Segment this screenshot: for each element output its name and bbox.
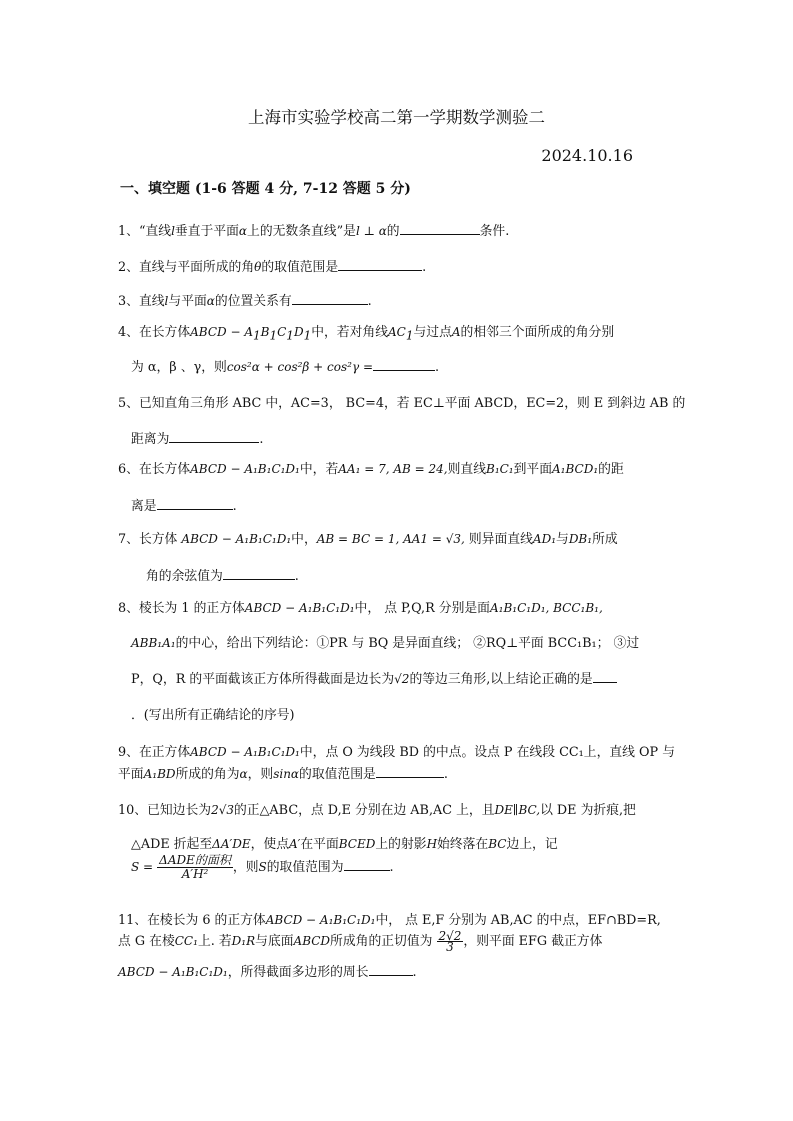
question-7 bbox=[118, 528, 618, 547]
q10-text: 上的射影 bbox=[375, 837, 427, 852]
q6-text: 6、在长方体 bbox=[118, 462, 191, 477]
q8-math: √2 bbox=[394, 672, 410, 686]
q4-math: 1 bbox=[286, 328, 294, 343]
q8-math: A₁B₁C₁D₁, BCC₁B₁, bbox=[489, 601, 603, 615]
q3-math: l bbox=[164, 294, 169, 308]
q11-math: ABCD − A₁B₁C₁D₁ bbox=[265, 913, 376, 927]
question-1 bbox=[118, 220, 509, 239]
q10-math: BCED bbox=[338, 837, 376, 851]
question-5-cont bbox=[131, 428, 263, 447]
q10-math: 2√3 bbox=[211, 803, 234, 817]
q7-math: ABCD − A₁B₁C₁D₁ bbox=[181, 532, 292, 546]
q4-math: cos²α + cos²β + cos²γ = bbox=[226, 360, 374, 374]
q9-answer-blank[interactable] bbox=[376, 765, 444, 778]
question-2 bbox=[118, 256, 426, 275]
q8-text: 8、棱长为 1 的正方体 bbox=[118, 601, 245, 616]
q2-answer-blank[interactable] bbox=[338, 258, 422, 271]
q9-text: 平面 bbox=[118, 767, 144, 782]
q10-fraction-denominator: A′H² bbox=[181, 867, 209, 881]
q1-math: l ⊥ α bbox=[355, 224, 387, 238]
q6-text: . bbox=[232, 499, 237, 514]
q1-math: l bbox=[171, 224, 175, 238]
q8-text: 中， 点 P,Q,R 分别是面 bbox=[354, 601, 490, 616]
q9-text: 的取值范围是 bbox=[299, 767, 376, 782]
q6-math: AA₁ = 7, AB = 24, bbox=[338, 462, 448, 476]
q10-text: 的正△ABC，点 D,E 分别在边 AB,AC 上，且 bbox=[234, 803, 495, 818]
q2-text: . bbox=[422, 260, 427, 275]
q11-text: 中， 点 E,F 分别为 AB,AC 的中点，EF∩BD=R, bbox=[375, 913, 661, 928]
question-6-cont bbox=[131, 495, 237, 514]
q1-answer-blank[interactable] bbox=[400, 222, 480, 235]
q4-text: 为 α，β 、γ，则 bbox=[131, 360, 227, 375]
q6-text: 则直线 bbox=[447, 462, 486, 477]
question-10-line3 bbox=[131, 854, 394, 881]
q6-text: 的距 bbox=[598, 462, 624, 477]
q11-fraction-denominator: 3 bbox=[446, 940, 454, 954]
q6-text: 离是 bbox=[131, 499, 157, 514]
q11-math: D₁R bbox=[231, 934, 256, 948]
q9-math: sinα bbox=[273, 767, 300, 781]
q4-math: D bbox=[293, 325, 304, 339]
q7-text: . bbox=[294, 569, 299, 584]
question-8-line3 bbox=[131, 668, 617, 687]
q9-math: A₁BD bbox=[143, 767, 176, 781]
q10-math: A′ bbox=[288, 837, 301, 851]
q6-math: ABCD − A₁B₁C₁D₁ bbox=[190, 462, 300, 476]
q10-text: . bbox=[389, 860, 394, 875]
q11-text: 11、在棱长为 6 的正方体 bbox=[118, 913, 266, 928]
q11-text: 与底面 bbox=[255, 934, 294, 949]
q3-text: . bbox=[367, 294, 372, 309]
q4-text: 中，若对角线 bbox=[311, 325, 388, 340]
question-6 bbox=[118, 458, 624, 477]
q11-text: ，则平面 EFG 截正方体 bbox=[463, 934, 603, 949]
q7-answer-blank[interactable] bbox=[223, 567, 295, 580]
q7-math: AD₁ bbox=[532, 532, 557, 546]
q10-text: ，则 bbox=[232, 860, 259, 875]
q9-text: 所成的角为 bbox=[175, 767, 240, 782]
q3-answer-blank[interactable] bbox=[292, 292, 368, 305]
q10-text: 的取值范围为 bbox=[266, 860, 344, 875]
q4-text: 4、在长方体 bbox=[118, 325, 191, 340]
q5-text: 5、已知直角三角形 ABC 中，AC=3， BC=4，若 EC⊥平面 ABCD，EC=2，则 E 到斜边 AB 的 bbox=[118, 396, 686, 411]
q4-math: 1 bbox=[405, 328, 414, 343]
q5-answer-blank[interactable] bbox=[169, 430, 259, 443]
q4-math: B bbox=[260, 325, 270, 339]
q6-math: B₁C₁ bbox=[486, 462, 514, 476]
q7-text: 与 bbox=[556, 532, 569, 547]
q2-text: 的取值范围是 bbox=[261, 260, 339, 275]
q11-answer-blank[interactable] bbox=[369, 963, 413, 976]
q11-text: . bbox=[412, 965, 417, 980]
question-11-line2 bbox=[118, 930, 602, 952]
question-9 bbox=[118, 741, 675, 760]
q11-text: ，所得截面多边形的周长 bbox=[227, 965, 369, 980]
q9-text: . bbox=[443, 767, 448, 782]
q7-text: 中， bbox=[291, 532, 317, 547]
q10-math: ΔA′DE bbox=[212, 837, 251, 851]
q6-answer-blank[interactable] bbox=[157, 497, 233, 510]
test-date: 2024.10.16 bbox=[541, 146, 633, 165]
question-3 bbox=[118, 290, 372, 309]
q4-text: 的相邻三个面所成的角分别 bbox=[460, 325, 615, 340]
question-4-cont bbox=[131, 356, 439, 375]
question-9-cont bbox=[118, 763, 448, 782]
q9-text: 中，点 O 为线段 BD 的中点。设点 P 在线段 CC₁上，直线 OP 与 bbox=[299, 745, 676, 760]
q4-text: 与过点 bbox=[413, 325, 452, 340]
q10-fraction-numerator: ΔADE的面积 bbox=[159, 853, 231, 867]
q10-math: DE∥BC, bbox=[494, 803, 541, 817]
question-11 bbox=[118, 909, 661, 928]
q11-text: 上. 若 bbox=[197, 934, 232, 949]
q4-math: 1 bbox=[303, 328, 312, 343]
q10-math: S = bbox=[131, 860, 154, 874]
q11-text: 点 G 在棱 bbox=[118, 934, 175, 949]
q6-text: 到平面 bbox=[513, 462, 553, 477]
q8-answer-blank[interactable] bbox=[593, 670, 617, 683]
question-7-cont bbox=[146, 565, 299, 584]
q7-text: 角的余弦值为 bbox=[146, 569, 223, 584]
q8-text: P，Q，R 的平面截该正方体所得截面是边长为 bbox=[131, 672, 395, 687]
q4-math: A bbox=[451, 325, 461, 339]
q10-answer-blank[interactable] bbox=[344, 858, 390, 871]
question-10 bbox=[118, 799, 636, 818]
q6-text: 中，若 bbox=[299, 462, 339, 477]
q1-math: α bbox=[238, 224, 248, 238]
q2-math: θ bbox=[254, 260, 262, 274]
page-title: 上海市实验学校高二第一学期数学测验二 bbox=[248, 108, 545, 127]
q11-fraction bbox=[437, 931, 464, 952]
question-4 bbox=[118, 321, 614, 343]
q2-text: 2、直线与平面所成的角 bbox=[118, 260, 255, 275]
q1-text: 1、“直线 bbox=[118, 224, 172, 239]
q5-text: . bbox=[259, 432, 264, 447]
q8-text: 的中心，给出下列结论：①PR 与 BQ 是异面直线； ②RQ⊥平面 BCC₁B₁； ③过 bbox=[175, 636, 640, 651]
q10-text: 在平面 bbox=[300, 837, 339, 852]
question-8-line4 bbox=[131, 704, 295, 723]
q9-text: 9、在正方体 bbox=[118, 745, 191, 760]
q1-text: 的 bbox=[386, 224, 400, 239]
q7-math: DB₁ bbox=[568, 532, 593, 546]
question-8 bbox=[118, 597, 603, 616]
q10-text: ，使点 bbox=[250, 837, 289, 852]
q10-text: 边上，记 bbox=[506, 837, 558, 852]
q1-text: 条件. bbox=[479, 224, 510, 239]
q4-math: AC bbox=[387, 325, 406, 339]
q10-math: H bbox=[426, 837, 438, 851]
q3-text: 的位置关系有 bbox=[214, 294, 292, 309]
q8-math: ABCD − A₁B₁C₁D₁ bbox=[244, 601, 355, 615]
q10-text: △ADE 折起至 bbox=[131, 837, 213, 852]
q11-text: 所成角的正切值为 bbox=[330, 934, 433, 949]
q9-math: α bbox=[239, 767, 248, 781]
q10-text: 10、已知边长为 bbox=[118, 803, 212, 818]
q3-math: α bbox=[206, 294, 215, 308]
q7-text: 所成 bbox=[592, 532, 618, 547]
section-heading: 一、填空题 (1-6 答题 4 分, 7-12 答题 5 分) bbox=[120, 181, 411, 197]
q7-text: 则异面直线 bbox=[468, 532, 533, 547]
q8-text: ．(写出所有正确结论的序号) bbox=[131, 708, 295, 723]
question-8-line2 bbox=[131, 632, 639, 651]
q9-math: ABCD − A₁B₁C₁D₁ bbox=[190, 745, 300, 759]
q4-math: 1 bbox=[253, 328, 261, 343]
question-5 bbox=[118, 392, 685, 411]
q4-math: ABCD − A bbox=[190, 325, 253, 339]
q8-text: 的等边三角形,以上结论正确的是 bbox=[409, 672, 593, 687]
q11-math: ABCD − A₁B₁C₁D₁ bbox=[118, 965, 228, 979]
q11-fraction-numerator: 2√2 bbox=[438, 929, 462, 943]
q11-math: CC₁ bbox=[174, 934, 198, 948]
q4-text: . bbox=[435, 360, 440, 375]
q7-text: 7、长方体 bbox=[118, 532, 178, 547]
q4-math: C bbox=[277, 325, 287, 339]
q8-math: ABB₁A₁ bbox=[131, 636, 176, 650]
q9-text: ，则 bbox=[247, 767, 274, 782]
question-11-line3 bbox=[118, 961, 417, 980]
q3-text: 与平面 bbox=[168, 294, 207, 309]
q10-text: 以 DE 为折痕,把 bbox=[540, 803, 636, 818]
q1-text: 上的无数条直线”是 bbox=[247, 224, 356, 239]
q7-math: AB = BC = 1, AA1 = √3, bbox=[316, 532, 465, 546]
question-10-line2 bbox=[131, 833, 558, 852]
q10-math: BC bbox=[488, 837, 507, 851]
q10-fraction bbox=[157, 854, 233, 881]
q5-text: 距离为 bbox=[131, 432, 170, 447]
q11-math: ABCD bbox=[293, 934, 331, 948]
q4-answer-blank[interactable] bbox=[373, 358, 435, 371]
q1-text: 垂直于平面 bbox=[174, 224, 239, 239]
q10-math: S bbox=[258, 860, 267, 874]
q6-math: A₁BCD₁ bbox=[552, 462, 599, 476]
q3-text: 3、直线 bbox=[118, 294, 165, 309]
q10-text: 始终落在 bbox=[437, 837, 489, 852]
q4-math: 1 bbox=[269, 328, 278, 343]
